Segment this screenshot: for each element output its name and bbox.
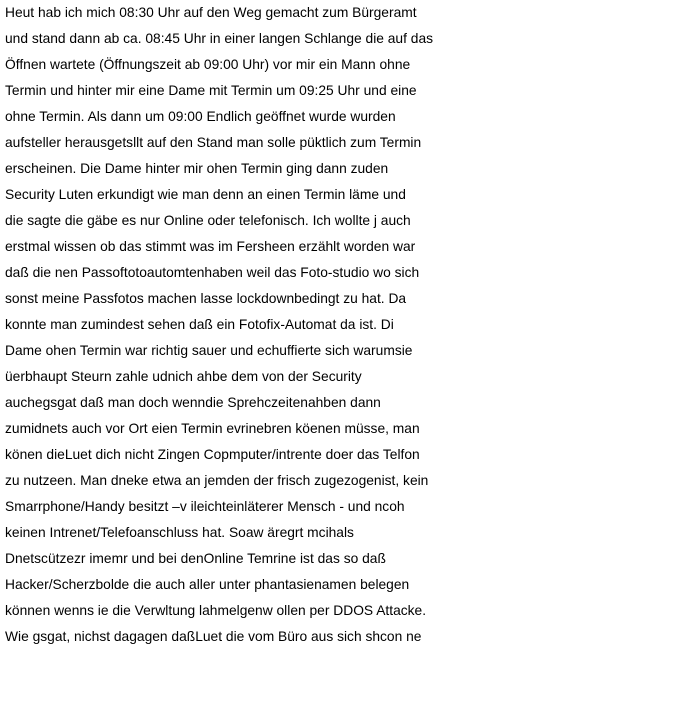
text-line-9: die sagte die gäbe es nur Online oder telefonisch. Ich wollte j auch [5,213,411,228]
text-line-3: Öffnen wartete (Öffnungszeit ab 09:00 Uhr) vor mir ein Mann ohne [5,57,411,72]
text-line-2: und stand dann ab ca. 08:45 Uhr in einer langen Schlange die auf das [5,31,434,46]
text-line-6: aufsteller herausgetsllt auf den Stand man solle püktlich zum Termin [5,135,422,150]
document-body [5,0,684,650]
text-line-12: sonst meine Passfotos machen lasse lockdownbedingt zu hat. Da [5,291,407,306]
text-line-15: üerbhaupt Steurn zahle udnich ahbe dem von der Security [5,369,362,384]
text-line-18: könen dieLuet dich nicht Zingen Copmputer/intrente doer das Telfon [5,447,420,462]
text-line-23: Hacker/Scherzbolde die auch aller unter phantasienamen belegen [5,577,410,592]
text-line-13: konnte man zumindest sehen daß ein Fotofix-Automat da ist. Di [5,317,394,332]
text-line-22: Dnetscützezr imemr und bei denOnline Temrine ist das so daß [5,551,386,566]
text-line-14: Dame ohen Termin war richtig sauer und echuffierte sich warumsie [5,343,413,358]
text-line-19: zu nutzeen. Man dneke etwa an jemden der frisch zugezogenist, kein [5,473,429,488]
text-line-5: ohne Termin. Als dann um 09:00 Endlich geöffnet wurde wurden [5,109,396,124]
text-line-8: Security Luten erkundigt wie man denn an einen Termin läme und [5,187,406,202]
text-line-20: Smarrphone/Handy besitzt –v ileichteinläterer Mensch - und ncoh [5,499,405,514]
text-line-16: auchegsgat daß man doch wenndie Sprehczeitenahben dann [5,395,381,410]
text-line-7: erscheinen. Die Dame hinter mir ohen Termin ging dann zuden [5,161,389,176]
text-line-10: erstmal wissen ob das stimmt was im Fersheen erzählt worden war [5,239,416,254]
text-line-21: keinen Intrenet/Telefoanschluss hat. Soaw äregrt mcihals [5,525,354,540]
text-line-11: daß die nen Passoftotoautomtenhaben weil das Foto-studio wo sich [5,265,420,280]
text-line-1: Heut hab ich mich 08:30 Uhr auf den Weg gemacht zum Bürgeramt [5,5,417,20]
text-line-17: zumidnets auch vor Ort eien Termin evrinebren köenen müsse, man [5,421,420,436]
text-line-4: Termin und hinter mir eine Dame mit Termin um 09:25 Uhr und eine [5,83,417,98]
text-line-24: können wenns ie die Verwltung lahmelgenw ollen per DDOS Attacke. [5,603,427,618]
text-line-25: Wie gsgat, nichst dagagen daßLuet die vom Büro aus sich shcon ne [5,629,422,644]
